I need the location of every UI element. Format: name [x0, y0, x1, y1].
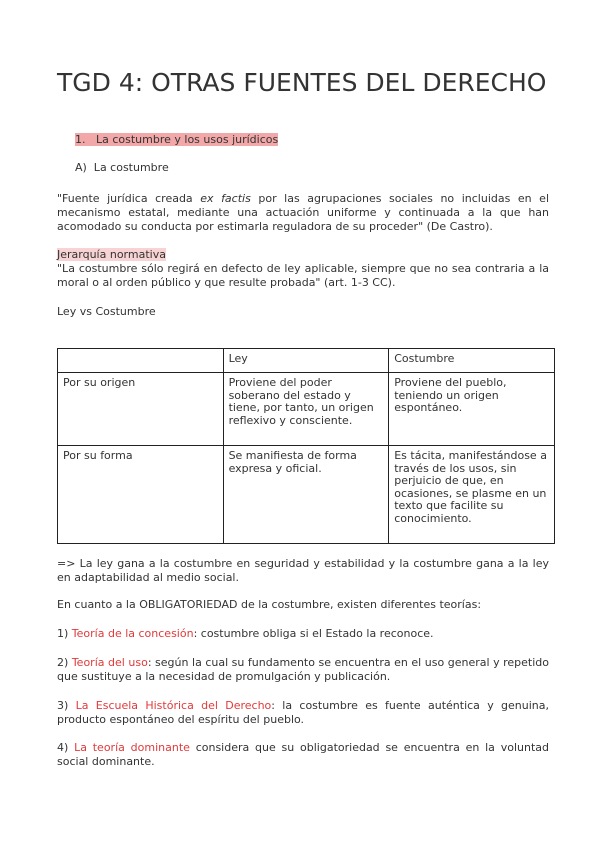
table-header-row [58, 349, 555, 373]
table-cell: Proviene del poder soberano del estado y tiene, por tanto, un origen reflexivo y consciente. [223, 373, 389, 446]
jerarquia-label [57, 248, 549, 262]
jerarquia-label-text: Jerarquía normativa [57, 248, 166, 261]
teoria-name: Teoría de la concesión [71, 627, 194, 640]
teoria-name: La Escuela Histórica del Derecho [75, 699, 272, 712]
table-header-cell: Costumbre [389, 349, 555, 373]
teoria-text: : la costumbre es fuente auténtica y genuina, producto espontáneo del espíritu del pueblo. [57, 699, 550, 726]
def-italic: ex factis [200, 192, 251, 205]
teoria-num: 3) [57, 699, 76, 712]
comparison-table [57, 348, 555, 544]
table-row [58, 446, 555, 544]
section-heading [75, 133, 567, 147]
conclusion-paragraph: => La ley gana a la costumbre en seguridad y estabilidad y la costumbre gana a la ley en adaptabilidad al medio social. [57, 557, 549, 584]
table-header-cell [58, 349, 224, 373]
table-row [58, 373, 555, 446]
table-cell: Proviene del pueblo, teniendo un origen espontáneo. [389, 373, 555, 446]
teoria-item [57, 656, 549, 684]
obligatoriedad-paragraph: En cuanto a la OBLIGATORIEDAD de la costumbre, existen diferentes teorías: [57, 598, 482, 611]
def-pre: "Fuente jurídica creada [57, 192, 201, 205]
teoria-name: Teoría del uso [71, 656, 148, 669]
teoria-text: considera que su obligatoriedad se encuentra en la voluntad social dominante. [57, 741, 549, 768]
table-cell: Es tácita, manifestándose a través de los usos, sin perjuicio de que, en ocasiones, se plasme en un texto que facilite su conocimiento. [389, 446, 555, 544]
teoria-num: 2) [57, 656, 72, 669]
teoria-text: : costumbre obliga si el Estado la reconoce. [193, 627, 434, 640]
teoria-num: 1) [57, 627, 72, 640]
teoria-item [57, 627, 549, 641]
def-post: por las agrupaciones sociales no incluidas en el mecanismo estatal, mediante una actuación uniforme y continuada a la que han acomodado su conducta por estimarla reguladora de su proceder" (De Castro). [57, 192, 549, 233]
page-title: TGD 4: OTRAS FUENTES DEL DERECHO [57, 68, 547, 97]
ley-vs-label: Ley vs Costumbre [57, 305, 156, 318]
teoria-text: : según la cual su fundamento se encuentra en el uso general y repetido que sustituye a la necesidad de promulgación y publicación. [57, 656, 549, 683]
section-heading-text: 1. La costumbre y los usos jurídicos [75, 133, 279, 146]
table-cell: Por su origen [58, 373, 224, 446]
table-header-cell: Ley [223, 349, 389, 373]
definition-paragraph [57, 192, 549, 234]
table-cell: Se manifiesta de forma expresa y oficial. [223, 446, 389, 544]
teoria-item [57, 699, 549, 727]
teoria-num: 4) [57, 741, 75, 754]
teoria-name: La teoría dominante [74, 741, 190, 754]
jerarquia-text: "La costumbre sólo regirá en defecto de ley aplicable, siempre que no sea contraria a la moral o al orden público y que resulte probada" (art. 1-3 CC). [57, 262, 549, 289]
teoria-item [57, 741, 549, 769]
subsection-heading: A) La costumbre [75, 161, 169, 174]
table-cell: Por su forma [58, 446, 224, 544]
